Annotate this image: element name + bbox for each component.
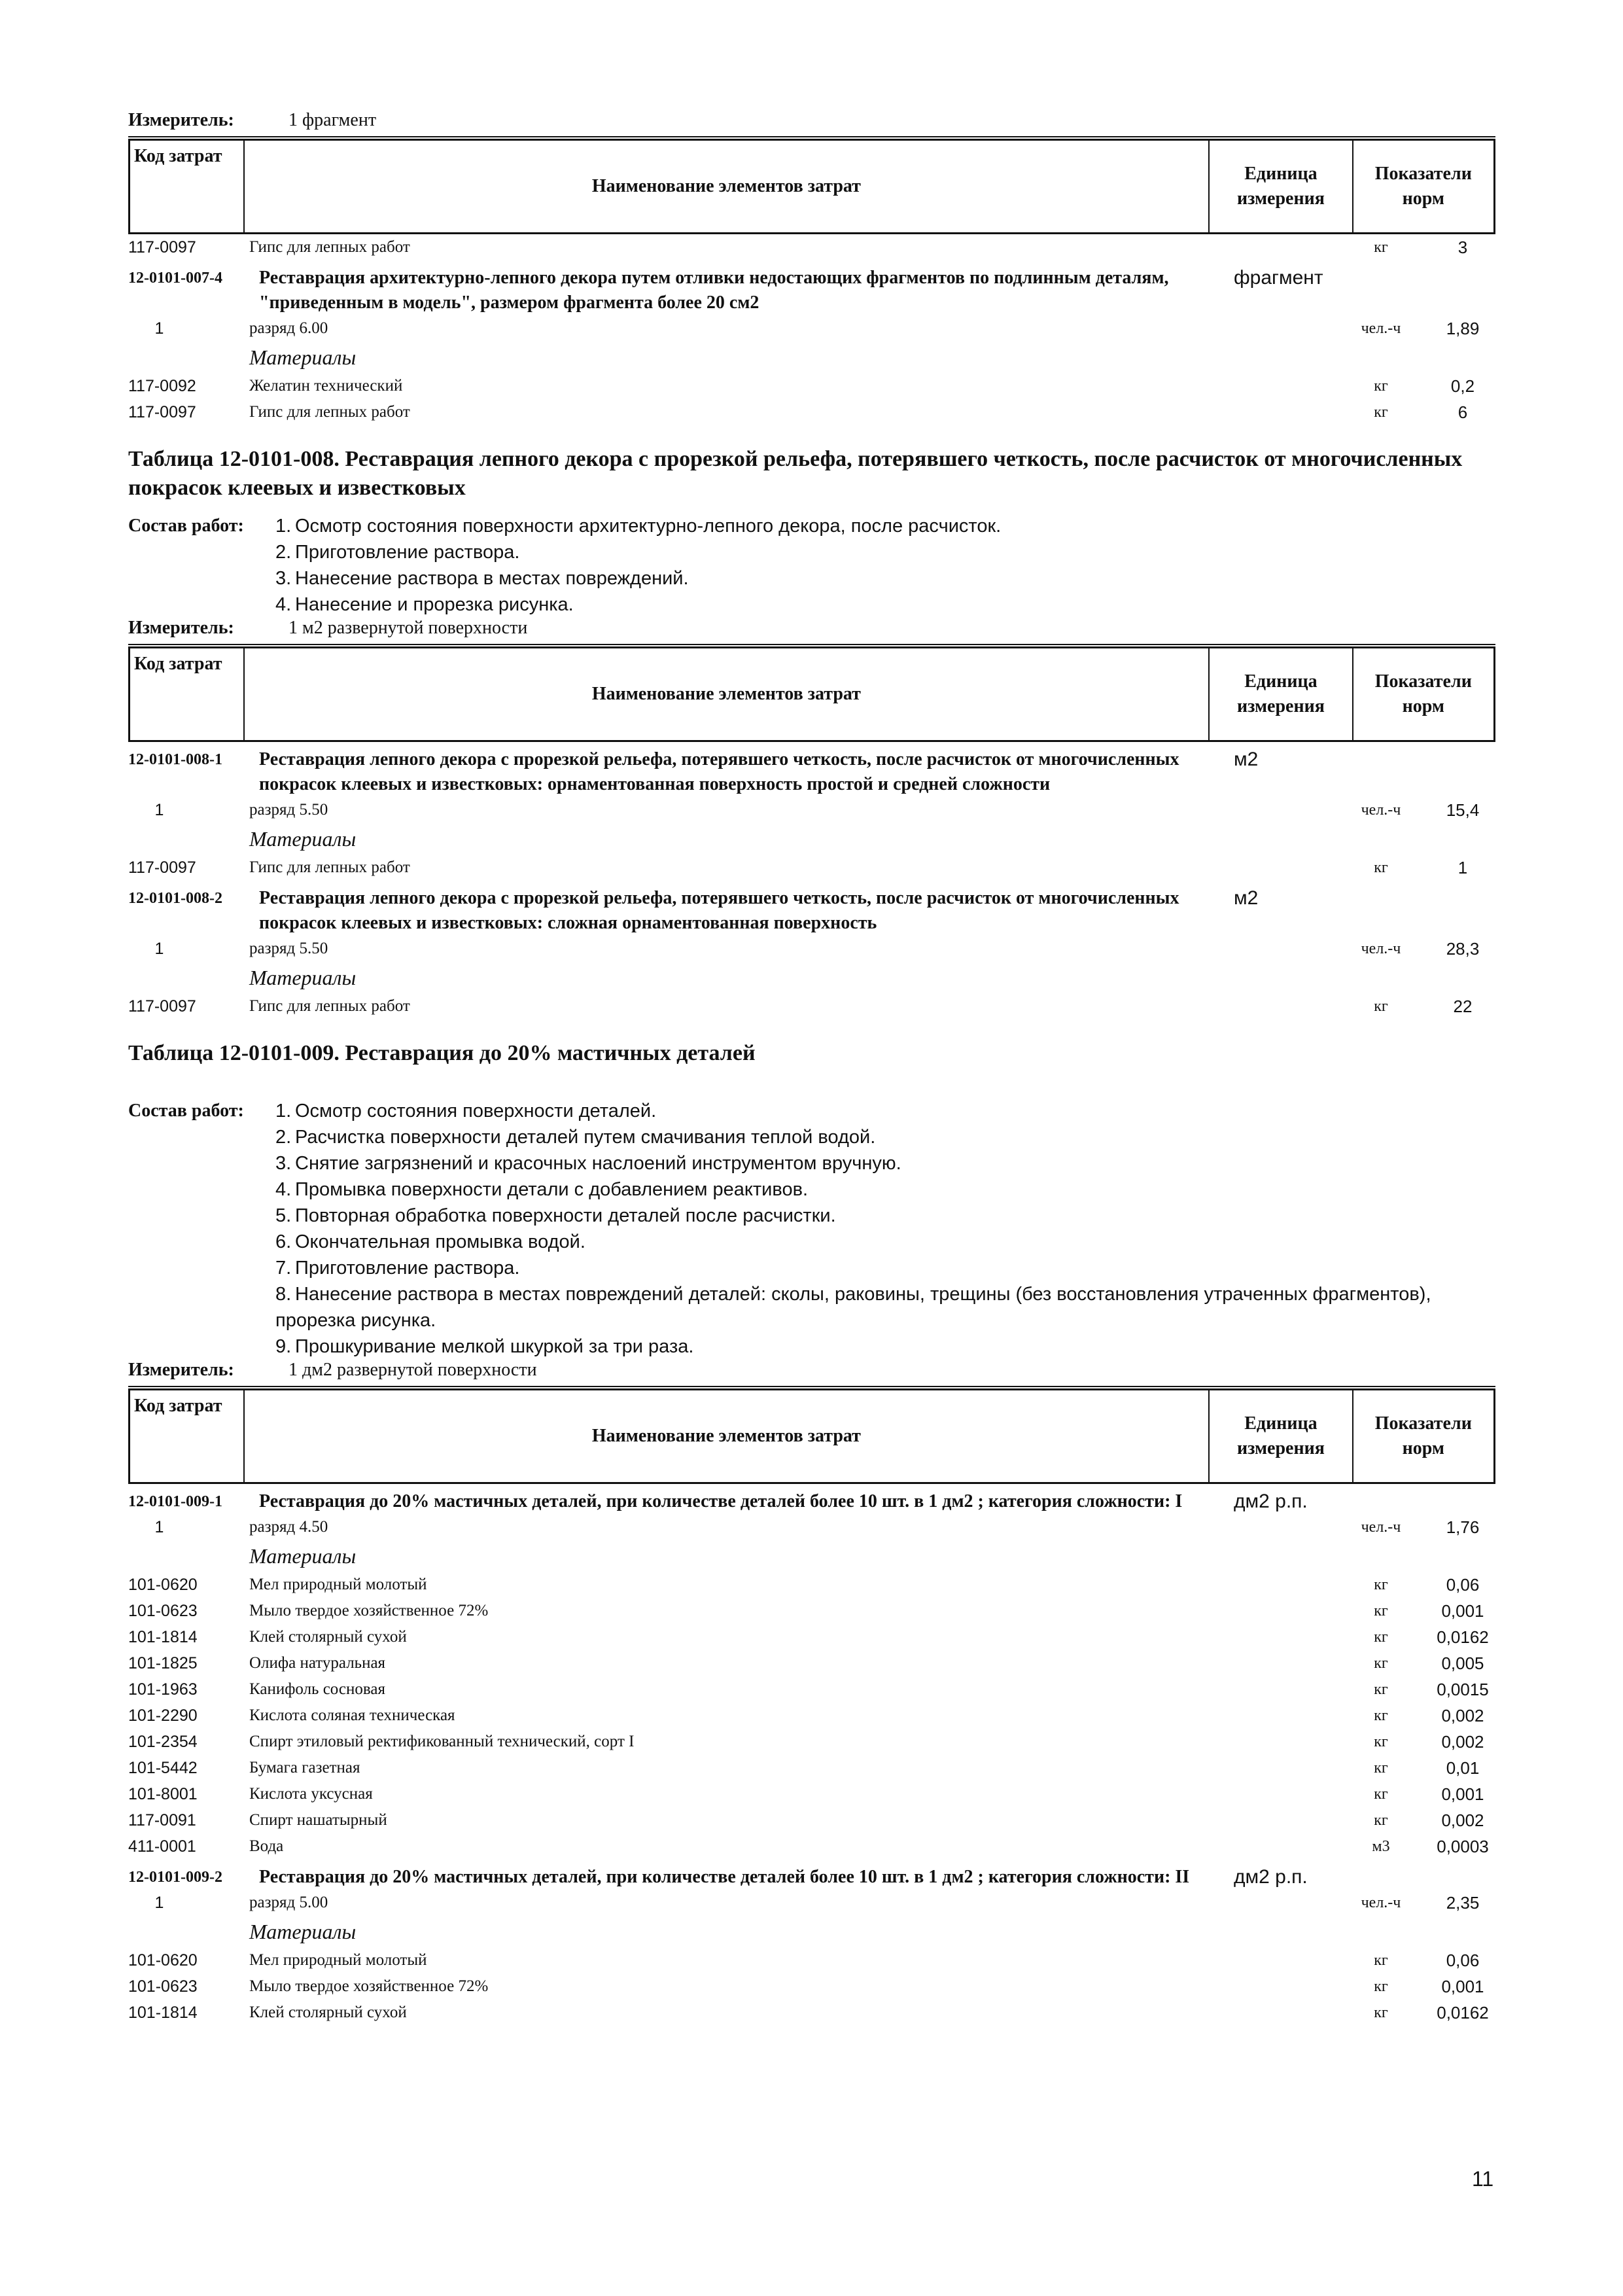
table-row <box>128 2000 1495 2026</box>
table-row <box>128 797 1495 823</box>
cell-name: разряд 5.00 <box>249 1894 328 1911</box>
cell-unit: кг <box>1374 1978 1388 1995</box>
cell-unit: кг <box>1374 1655 1388 1672</box>
cell-norm: 0,002 <box>1441 1732 1484 1752</box>
cell-unit: чел.-ч <box>1361 320 1401 337</box>
cell-name: Материалы <box>249 345 357 369</box>
step-number: 1. <box>275 1101 292 1122</box>
measurer-line <box>128 1360 1495 1388</box>
cell-norm: 0,06 <box>1446 1951 1480 1970</box>
cell-unit: кг <box>1374 1812 1388 1829</box>
table-row <box>128 1572 1495 1598</box>
table-row <box>128 1729 1495 1755</box>
table-header <box>128 1388 1495 1484</box>
header-code: Код затрат <box>130 141 245 232</box>
cell-name: Гипс для лепных работ <box>249 238 410 256</box>
table-row-item <box>128 266 1495 315</box>
work-composition <box>128 1098 1495 1360</box>
cell-norm <box>1384 747 1450 797</box>
composition-step <box>275 1333 1495 1360</box>
cell-name: Кислота соляная техническая <box>249 1706 455 1724</box>
cell-unit: кг <box>1374 998 1388 1015</box>
cell-code <box>128 823 249 855</box>
cell-unit: кг <box>1374 1629 1388 1646</box>
cell-norm <box>1430 962 1495 993</box>
step-number: 4. <box>275 594 292 615</box>
cell-unit <box>1332 1540 1430 1572</box>
cell-code: 101-1825 <box>128 1654 198 1672</box>
cell-unit: кг <box>1374 2004 1388 2021</box>
composition-step <box>275 1203 1495 1229</box>
cell-norm <box>1430 823 1495 855</box>
step-number: 5. <box>275 1205 292 1226</box>
cell-unit: чел.-ч <box>1361 1519 1401 1536</box>
work-composition <box>128 513 1495 618</box>
step-text: Нанесение и прорезка рисунка. <box>295 594 574 615</box>
cell-code: 117-0097 <box>128 403 196 421</box>
measurer-line <box>128 110 1495 139</box>
table-header <box>128 139 1495 234</box>
cell-name: разряд 4.50 <box>249 1518 328 1536</box>
cell-unit: кг <box>1374 1681 1388 1698</box>
table-row <box>128 993 1495 1019</box>
cell-norm <box>1384 1865 1450 1890</box>
cell-name: Мел природный молотый <box>249 1576 427 1593</box>
table-row <box>128 1624 1495 1650</box>
cell-norm: 0,2 <box>1450 376 1475 396</box>
cell-norm: 1 <box>1457 858 1468 877</box>
step-text: Нанесение раствора в местах повреждений. <box>295 568 689 589</box>
cell-code: 12-0101-008-1 <box>128 751 222 768</box>
cell-norm: 0,01 <box>1446 1758 1480 1778</box>
cell-norm: 28,3 <box>1446 939 1480 959</box>
divider <box>128 1386 1495 1387</box>
table-row <box>128 1833 1495 1860</box>
materials-heading-row <box>128 1916 1495 1947</box>
step-text: Приготовление раствора. <box>295 542 520 563</box>
cell-name: Клей столярный сухой <box>249 2004 407 2021</box>
table-row <box>128 1598 1495 1624</box>
table-body <box>128 1489 1495 2026</box>
step-number: 9. <box>275 1336 292 1357</box>
measurer-label: Измеритель: <box>128 110 234 130</box>
cell-code: 101-0620 <box>128 1951 198 1969</box>
table-row <box>128 855 1495 881</box>
step-text: Повторная обработка поверхности деталей после расчистки. <box>295 1205 836 1226</box>
step-number: 3. <box>275 568 292 589</box>
cell-code: 101-1814 <box>128 2004 198 2022</box>
page-number: 11 <box>1472 2167 1494 2191</box>
cell-unit <box>1332 962 1430 993</box>
cell-code <box>128 1540 249 1572</box>
header-norm: Показатели норм <box>1374 1413 1472 1458</box>
header-unit: Единица измерения <box>1210 141 1353 232</box>
cell-code: 12-0101-009-1 <box>128 1493 222 1510</box>
cell-unit: дм2 р.п. <box>1234 1491 1308 1512</box>
materials-heading-row <box>128 823 1495 855</box>
cell-name: Бумага газетная <box>249 1759 360 1776</box>
cell-name: Спирт этиловый ректификованный технический, сорт I <box>249 1733 635 1750</box>
cell-name: Гипс для лепных работ <box>249 403 410 421</box>
cell-code: 117-0097 <box>128 858 196 877</box>
cell-norm <box>1430 1540 1495 1572</box>
table-row <box>128 1890 1495 1916</box>
cell-code: 117-0091 <box>128 1811 196 1829</box>
cell-code: 12-0101-007-4 <box>128 270 222 287</box>
composition-step <box>275 1124 1495 1150</box>
cell-code: 117-0092 <box>128 377 196 395</box>
cell-norm: 0,001 <box>1441 1977 1484 1996</box>
cell-code <box>128 962 249 993</box>
cell-unit: чел.-ч <box>1361 802 1401 819</box>
step-text: Осмотр состояния поверхности архитектурно-лепного декора, после расчисток. <box>295 516 1002 537</box>
table-row <box>128 399 1495 425</box>
table-row <box>128 1514 1495 1540</box>
composition-step <box>275 539 1495 565</box>
cell-name: Гипс для лепных работ <box>249 997 410 1015</box>
cell-code: 117-0097 <box>128 238 196 256</box>
table-row <box>128 234 1495 260</box>
cell-code: 411-0001 <box>128 1837 196 1856</box>
step-text: Нанесение раствора в местах повреждений деталей: сколы, раковины, трещины (без восстановления утраченных фрагментов), прорезка рисунка. <box>275 1284 1431 1331</box>
cell-code <box>128 342 249 373</box>
composition-label: Состав работ: <box>128 516 244 536</box>
header-norm: Показатели норм <box>1374 164 1472 209</box>
cell-unit: м2 <box>1234 887 1259 909</box>
measurer-value: 1 фрагмент <box>288 110 377 130</box>
header-unit: Единица измерения <box>1210 648 1353 740</box>
composition-step <box>275 1281 1495 1333</box>
step-text: Промывка поверхности детали с добавлением реактивов. <box>295 1179 809 1200</box>
cell-norm: 0,001 <box>1441 1784 1484 1804</box>
measurer-value: 1 дм2 развернутой поверхности <box>288 1360 537 1380</box>
table-title: Таблица 12-0101-008. Реставрация лепного декора с прорезкой рельефа, потерявшего четкость, после расчисток от многочисленных покрасок клеевых и известковых <box>128 447 1463 500</box>
step-text: Прошкуривание мелкой шкуркой за три раза. <box>295 1336 694 1357</box>
table-row <box>128 1703 1495 1729</box>
materials-heading-row <box>128 962 1495 993</box>
cell-norm: 3 <box>1457 238 1468 257</box>
cell-code: 1 <box>154 1518 164 1536</box>
cell-unit: чел.-ч <box>1361 940 1401 957</box>
step-number: 8. <box>275 1284 292 1305</box>
cell-unit: кг <box>1374 1786 1388 1803</box>
table-header <box>128 646 1495 742</box>
composition-step <box>275 513 1495 539</box>
step-number: 6. <box>275 1231 292 1252</box>
step-text: Снятие загрязнений и красочных наслоений инструментом вручную. <box>295 1153 901 1174</box>
composition-step <box>275 1176 1495 1203</box>
cell-unit: кг <box>1374 859 1388 876</box>
table-row <box>128 373 1495 399</box>
cell-unit: кг <box>1374 1759 1388 1776</box>
cell-code: 101-0620 <box>128 1576 198 1594</box>
composition-step <box>275 1255 1495 1281</box>
cell-code: 101-2290 <box>128 1706 198 1725</box>
cell-name: разряд 5.50 <box>249 801 328 819</box>
step-text: Приготовление раствора. <box>295 1258 520 1279</box>
measurer-line <box>128 618 1495 646</box>
cell-norm <box>1384 1489 1450 1514</box>
cell-unit: фрагмент <box>1234 267 1323 289</box>
cell-code: 117-0097 <box>128 997 196 1016</box>
table-body <box>128 747 1495 1019</box>
cell-code: 12-0101-009-2 <box>128 1869 222 1886</box>
header-name: Наименование элементов затрат <box>245 141 1210 232</box>
cell-unit: чел.-ч <box>1361 1894 1401 1911</box>
measurer-value: 1 м2 развернутой поверхности <box>288 618 528 638</box>
cell-name: разряд 6.00 <box>249 319 328 337</box>
cell-code: 101-0623 <box>128 1602 198 1620</box>
table-row <box>128 1676 1495 1703</box>
cell-unit: кг <box>1374 378 1388 395</box>
cell-name: Реставрация архитектурно-лепного декора путем отливки недостающих фрагментов по подлинным деталям, "приведенным в модель", размером фрагмента более 20 см2 <box>259 268 1169 313</box>
cell-norm: 0,0162 <box>1437 2003 1489 2022</box>
cell-name: Мыло твердое хозяйственное 72% <box>249 1977 489 1995</box>
cell-unit: кг <box>1374 1707 1388 1724</box>
cell-name: Гипс для лепных работ <box>249 858 410 876</box>
cell-name: Желатин технический <box>249 377 403 395</box>
table-row <box>128 1973 1495 2000</box>
cell-norm <box>1384 266 1450 315</box>
cell-norm: 6 <box>1457 402 1468 422</box>
cell-norm: 0,001 <box>1441 1601 1484 1621</box>
composition-step <box>275 1150 1495 1176</box>
cell-norm: 1,89 <box>1446 319 1480 338</box>
cell-name: Реставрация до 20% мастичных деталей, при количестве деталей более 10 шт. в 1 дм2 ; категория сложности: I <box>259 1491 1183 1511</box>
materials-heading-row <box>128 342 1495 373</box>
cell-unit: кг <box>1374 1952 1388 1969</box>
cell-unit: кг <box>1374 404 1388 421</box>
header-name: Наименование элементов затрат <box>245 648 1210 740</box>
table-row-item <box>128 1489 1495 1514</box>
cell-norm: 0,0015 <box>1437 1680 1489 1699</box>
cell-unit: м2 <box>1234 749 1259 770</box>
composition-step <box>275 565 1495 592</box>
table-row <box>128 1781 1495 1807</box>
cell-unit: кг <box>1374 1733 1388 1750</box>
cell-unit: кг <box>1374 1602 1388 1619</box>
cell-unit <box>1332 823 1430 855</box>
cell-code <box>128 1916 249 1947</box>
cell-unit <box>1332 342 1430 373</box>
cell-code: 101-2354 <box>128 1733 198 1751</box>
cell-name: Реставрация до 20% мастичных деталей, при количестве деталей более 10 шт. в 1 дм2 ; категория сложности: II <box>259 1867 1190 1887</box>
cell-code: 101-1814 <box>128 1628 198 1646</box>
document-page <box>128 110 1495 2026</box>
cell-norm <box>1430 342 1495 373</box>
table-body <box>128 234 1495 425</box>
cell-name: Реставрация лепного декора с прорезкой рельефа, потерявшего четкость, после расчисток от многочисленных покрасок клеевых и известковых: орнаментованная поверхность простой и средней сложности <box>259 749 1179 794</box>
table-row <box>128 1947 1495 1973</box>
composition-list <box>275 513 1495 618</box>
cell-unit: кг <box>1374 239 1388 256</box>
step-number: 3. <box>275 1153 292 1174</box>
table-row <box>128 936 1495 962</box>
header-name: Наименование элементов затрат <box>245 1390 1210 1482</box>
cell-code: 101-8001 <box>128 1785 198 1803</box>
cell-name: Материалы <box>249 827 357 851</box>
cell-unit: кг <box>1374 1576 1388 1593</box>
cell-name: Материалы <box>249 1544 357 1568</box>
cell-name: разряд 5.50 <box>249 940 328 957</box>
cell-name: Спирт нашатырный <box>249 1811 387 1829</box>
cell-name: Олифа натуральная <box>249 1654 386 1672</box>
table-row-item <box>128 886 1495 936</box>
cell-name: Мел природный молотый <box>249 1951 427 1969</box>
cell-norm: 0,005 <box>1441 1653 1484 1673</box>
step-number: 7. <box>275 1258 292 1279</box>
cell-norm: 15,4 <box>1446 800 1480 820</box>
table-title: Таблица 12-0101-009. Реставрация до 20% мастичных деталей <box>128 1041 756 1065</box>
cell-unit: дм2 р.п. <box>1234 1866 1308 1888</box>
materials-heading-row <box>128 1540 1495 1572</box>
step-text: Окончательная промывка водой. <box>295 1231 585 1252</box>
cell-norm: 0,0162 <box>1437 1627 1489 1647</box>
cell-norm: 0,002 <box>1441 1810 1484 1830</box>
cell-name: Клей столярный сухой <box>249 1628 407 1646</box>
cell-code: 101-1963 <box>128 1680 198 1699</box>
cell-name: Реставрация лепного декора с прорезкой рельефа, потерявшего четкость, после расчисток от многочисленных покрасок клеевых и известковых: сложная орнаментованная поверхность <box>259 888 1179 933</box>
cell-name: Материалы <box>249 966 357 989</box>
cell-unit: м3 <box>1372 1838 1390 1855</box>
cell-norm <box>1430 1916 1495 1947</box>
cell-norm <box>1384 886 1450 936</box>
header-code: Код затрат <box>130 648 245 740</box>
cell-norm: 0,002 <box>1441 1706 1484 1725</box>
composition-step <box>275 1229 1495 1255</box>
step-number: 2. <box>275 542 292 563</box>
cell-name: Кислота уксусная <box>249 1785 373 1803</box>
composition-list <box>275 1098 1495 1360</box>
measurer-label: Измеритель: <box>128 1360 234 1380</box>
cell-norm: 2,35 <box>1446 1893 1480 1913</box>
cell-code: 1 <box>154 940 164 958</box>
table-row-item <box>128 747 1495 797</box>
header-unit: Единица измерения <box>1210 1390 1353 1482</box>
measurer-label: Измеритель: <box>128 618 234 638</box>
cell-norm: 0,0003 <box>1437 1837 1489 1856</box>
divider <box>128 136 1495 137</box>
cell-code: 1 <box>154 1894 164 1912</box>
step-number: 4. <box>275 1179 292 1200</box>
table-row <box>128 1807 1495 1833</box>
cell-name: Канифоль сосновая <box>249 1680 385 1698</box>
step-text: Осмотр состояния поверхности деталей. <box>295 1101 657 1122</box>
step-text: Расчистка поверхности деталей путем смачивания теплой водой. <box>295 1127 876 1148</box>
table-row-item <box>128 1865 1495 1890</box>
cell-code: 12-0101-008-2 <box>128 890 222 907</box>
cell-norm: 1,76 <box>1446 1517 1480 1537</box>
table-row <box>128 315 1495 342</box>
cell-code: 1 <box>154 319 164 338</box>
cell-norm: 0,06 <box>1446 1575 1480 1595</box>
step-number: 1. <box>275 516 292 537</box>
composition-step <box>275 592 1495 618</box>
composition-label: Состав работ: <box>128 1101 244 1121</box>
cell-code: 101-0623 <box>128 1977 198 1996</box>
divider <box>128 644 1495 645</box>
header-code: Код затрат <box>130 1390 245 1482</box>
step-number: 2. <box>275 1127 292 1148</box>
cell-unit <box>1332 1916 1430 1947</box>
cell-name: Вода <box>249 1837 284 1855</box>
composition-step <box>275 1098 1495 1124</box>
cell-name: Материалы <box>249 1920 357 1943</box>
cell-code: 101-5442 <box>128 1759 198 1777</box>
cell-code: 1 <box>154 801 164 819</box>
cell-norm: 22 <box>1453 997 1473 1016</box>
table-row <box>128 1755 1495 1781</box>
table-row <box>128 1650 1495 1676</box>
header-norm: Показатели норм <box>1374 671 1472 716</box>
cell-name: Мыло твердое хозяйственное 72% <box>249 1602 489 1619</box>
